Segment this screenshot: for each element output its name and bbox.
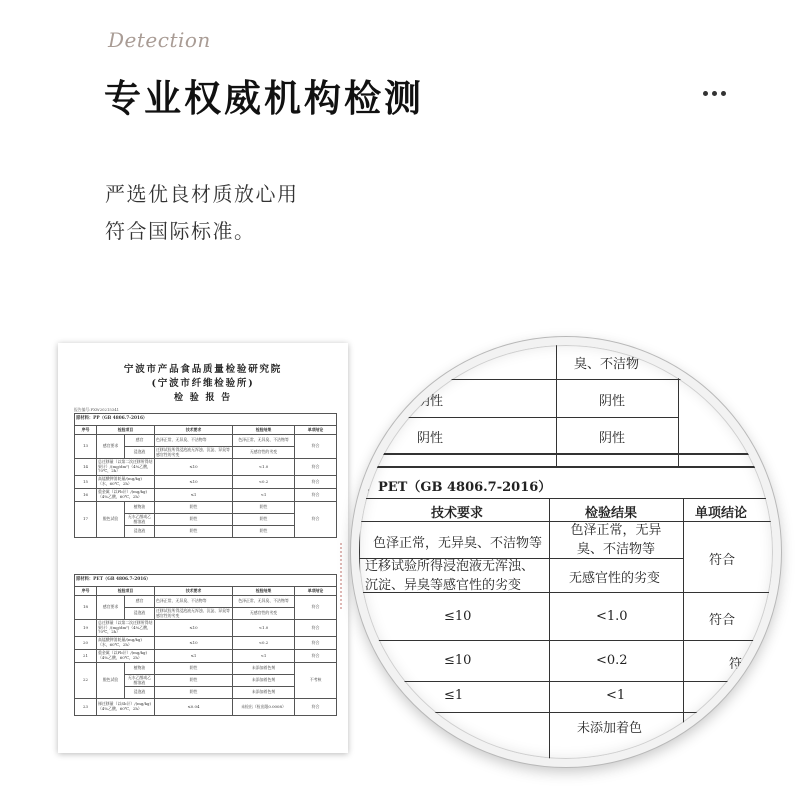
zoom-cell: <1	[606, 688, 626, 703]
cell-res: 无感官性的劣变	[233, 608, 295, 620]
cell-res: 未检出（检出限0.0008）	[233, 699, 295, 716]
pp-table-title: 原材料：PP（GB 4806.7-2016）	[75, 414, 337, 426]
zoom-cell: 未添加着色	[577, 721, 643, 736]
grid-line	[359, 498, 773, 499]
cell-req: ≤1	[155, 489, 233, 502]
col-res: 检验结果	[233, 426, 295, 435]
cell-req: ≤0.04	[155, 699, 233, 716]
cell-res: 阴性	[233, 514, 295, 526]
cell-sub: 浸泡液	[125, 526, 155, 538]
col-res: 检验结果	[233, 587, 295, 596]
zoom-cell: <0.2	[596, 653, 628, 668]
cell-sub: 浸泡液	[125, 608, 155, 620]
zoom-pet-title: ：PET（GB 4806.7-2016）	[365, 480, 552, 495]
cell-sub: 无水乙醇或乙醇溶液	[125, 514, 155, 526]
col-item: 检验项目	[97, 587, 155, 596]
grid-line	[359, 681, 773, 682]
cell-sub: 植物油	[125, 663, 155, 675]
col-item: 检验项目	[97, 426, 155, 435]
zoom-cell: 色泽正常，无异臭、不洁物等	[373, 536, 543, 551]
col-con: 单项结论	[295, 426, 337, 435]
cell-no: 17	[75, 502, 97, 538]
section-eyebrow: Detection	[108, 28, 211, 52]
cell-con: 符合	[295, 476, 337, 489]
cell-req: 阴性	[155, 663, 233, 675]
cell-item: 总迁移量（以第二次迁移所得结果计）/(mg/dm²)（4%乙酸，70℃，2h）	[97, 620, 155, 637]
cell-req: 阴性	[155, 502, 233, 514]
report-institute-sub: (宁波市纤维检验所)	[151, 378, 255, 389]
cell-no: 16	[75, 489, 97, 502]
pet-result-table	[74, 574, 337, 716]
cell-item: 重金属（以Pb计）/(mg/kg)（4%乙酸，60℃，2h）	[97, 650, 155, 663]
cell-con: 符合	[295, 637, 337, 650]
description	[105, 176, 299, 250]
zoom-header-con: 单项结论	[695, 506, 748, 521]
cell-req: 阴性	[155, 526, 233, 538]
cell-req: ≤10	[155, 459, 233, 476]
cell-res: 未添加着色剂	[233, 663, 295, 675]
zoom-cell: 符合	[709, 613, 736, 628]
zoom-header-req: 技术要求	[431, 506, 484, 521]
cell-no: 13	[75, 435, 97, 459]
description-line-1: 严选优良材质放心用	[105, 182, 299, 206]
cell-con: 符合	[295, 620, 337, 637]
grid-line	[359, 640, 773, 641]
cell-item: 重金属（以Pb计）/(mg/kg)（4%乙酸，60℃，2h）	[97, 489, 155, 502]
cell-item: 脱色试验	[97, 663, 125, 699]
grid-line	[359, 498, 360, 759]
cell-req: 阴性	[155, 514, 233, 526]
zoom-line: 迁移试验所得浸泡液无浑浊、	[365, 559, 535, 574]
report-institute: 宁波市产品食品质量检验研究院	[123, 364, 283, 375]
cell-con: 符合	[295, 650, 337, 663]
cell-res: 阴性	[233, 502, 295, 514]
dot	[703, 91, 708, 96]
cell-res: 阴性	[233, 526, 295, 538]
cell-sub: 浸泡液	[125, 447, 155, 459]
zoom-line: 色泽正常，无异	[570, 523, 662, 538]
col-no: 序号	[75, 587, 97, 596]
cell-con: 不考核	[295, 663, 337, 699]
zoom-cell: 阴性	[599, 431, 626, 446]
cell-item: 感官要求	[97, 596, 125, 620]
zoom-cell: 阴性	[599, 394, 626, 409]
zoom-cell: ≤1	[444, 688, 464, 703]
zoom-line: 沉淀、异臭等感官性的劣变	[365, 578, 522, 593]
seal-mark	[340, 543, 348, 609]
cell-item: 高锰酸钾消耗量/(mg/kg)（水，60℃，2h）	[97, 637, 155, 650]
cell-req: ≤10	[155, 620, 233, 637]
dot	[721, 91, 726, 96]
cell-con: 符合	[295, 459, 337, 476]
col-con: 单项结论	[295, 587, 337, 596]
cell-res: 未添加着色剂	[233, 675, 295, 687]
cell-res: <1.0	[233, 620, 295, 637]
cell-item: 脱色试验	[97, 502, 125, 538]
col-req: 技术要求	[155, 587, 233, 596]
zoom-cell: 符合	[709, 553, 736, 568]
cell-item: 高锰酸钾消耗量/(mg/kg)（水，60℃，2h）	[97, 476, 155, 489]
cell-no: 20	[75, 637, 97, 650]
page-title: 专业权威机构检测	[104, 77, 424, 120]
cell-sub: 感官	[125, 435, 155, 447]
cell-req: ≤1	[155, 650, 233, 663]
cell-no: 23	[75, 699, 97, 716]
cell-req: 迁移试验所得浸泡液无浑浊、沉淀、异臭等感官性的劣变	[155, 447, 233, 459]
zoom-cell: 臭、不洁物	[574, 357, 640, 372]
cell-sub: 感官	[125, 596, 155, 608]
cell-no: 18	[75, 596, 97, 620]
cell-no: 19	[75, 620, 97, 637]
zoom-cell: <1.0	[596, 609, 628, 624]
cell-res: 色泽正常，无异臭、不洁物等	[233, 435, 295, 447]
col-no: 序号	[75, 426, 97, 435]
zoom-header-res: 检验结果	[585, 506, 638, 521]
cell-con: 符合	[295, 435, 337, 459]
cell-item: 感官要求	[97, 435, 125, 459]
cell-sub: 无水乙醇或乙醇溶液	[125, 675, 155, 687]
zoom-cell: ≤10	[444, 653, 472, 668]
grid-line	[678, 345, 679, 466]
grid-line	[359, 466, 773, 468]
cell-res: 未添加着色剂	[233, 687, 295, 699]
cell-sub: 浸泡液	[125, 687, 155, 699]
cell-res: <0.2	[233, 476, 295, 489]
zoom-cell	[549, 521, 683, 559]
test-report-document	[58, 343, 348, 753]
cell-req: 阴性	[155, 687, 233, 699]
more-dots-icon[interactable]	[703, 91, 726, 96]
cell-res: <1.0	[233, 459, 295, 476]
grid-line	[556, 345, 557, 466]
grid-line	[359, 417, 679, 418]
cell-res: <0.2	[233, 637, 295, 650]
magnifier-lens	[351, 337, 781, 767]
cell-no: 15	[75, 476, 97, 489]
zoom-cell: 无感官性的劣变	[569, 571, 661, 586]
cell-req: 迁移试验所得浸泡液无浑浊、沉淀、异臭等感官性的劣变	[155, 608, 233, 620]
zoom-cell: 阴性	[417, 431, 444, 446]
grid-line	[683, 498, 684, 759]
cell-no: 22	[75, 663, 97, 699]
zoom-cell: 阴性	[417, 394, 444, 409]
cell-res: 色泽正常，无异臭、不洁物等	[233, 596, 295, 608]
cell-req: 色泽正常，无异臭、不洁物等	[155, 596, 233, 608]
description-line-2: 符合国际标准。	[105, 219, 256, 243]
col-req: 技术要求	[155, 426, 233, 435]
pet-table-title: 原材料：PET（GB 4806.7-2016）	[75, 575, 337, 587]
cell-res: 无感官性的劣变	[233, 447, 295, 459]
cell-req: 色泽正常，无异臭、不洁物等	[155, 435, 233, 447]
grid-line	[359, 712, 773, 713]
cell-con: 符合	[295, 596, 337, 620]
cell-req: ≤10	[155, 637, 233, 650]
cell-sub: 植物油	[125, 502, 155, 514]
zoom-cell	[365, 557, 549, 595]
cell-item: 锑迁移量（以Sb计）/(mg/kg)（4%乙酸，60℃，2h）	[97, 699, 155, 716]
zoom-cell: ≤10	[444, 609, 472, 624]
cell-con: 符合	[295, 502, 337, 538]
report-title: 检 验 报 告	[173, 393, 232, 403]
zoom-line: 臭、不洁物等	[576, 542, 655, 557]
cell-no: 21	[75, 650, 97, 663]
cell-res: <1	[233, 650, 295, 663]
cell-con: 符合	[295, 699, 337, 716]
pp-result-table	[74, 413, 337, 538]
cell-no: 14	[75, 459, 97, 476]
zoom-cell: 符	[729, 657, 743, 672]
grid-line	[359, 379, 773, 380]
cell-res: <1	[233, 489, 295, 502]
dot	[712, 91, 717, 96]
grid-line	[359, 453, 773, 455]
cell-req: 阴性	[155, 675, 233, 687]
cell-con: 符合	[295, 489, 337, 502]
cell-req: ≤10	[155, 476, 233, 489]
cell-item: 总迁移量（以第二次迁移所得结果计）/(mg/dm²)（4%乙酸，70℃，2h）	[97, 459, 155, 476]
report-number: 报告编号:FXW20215341	[74, 407, 120, 412]
